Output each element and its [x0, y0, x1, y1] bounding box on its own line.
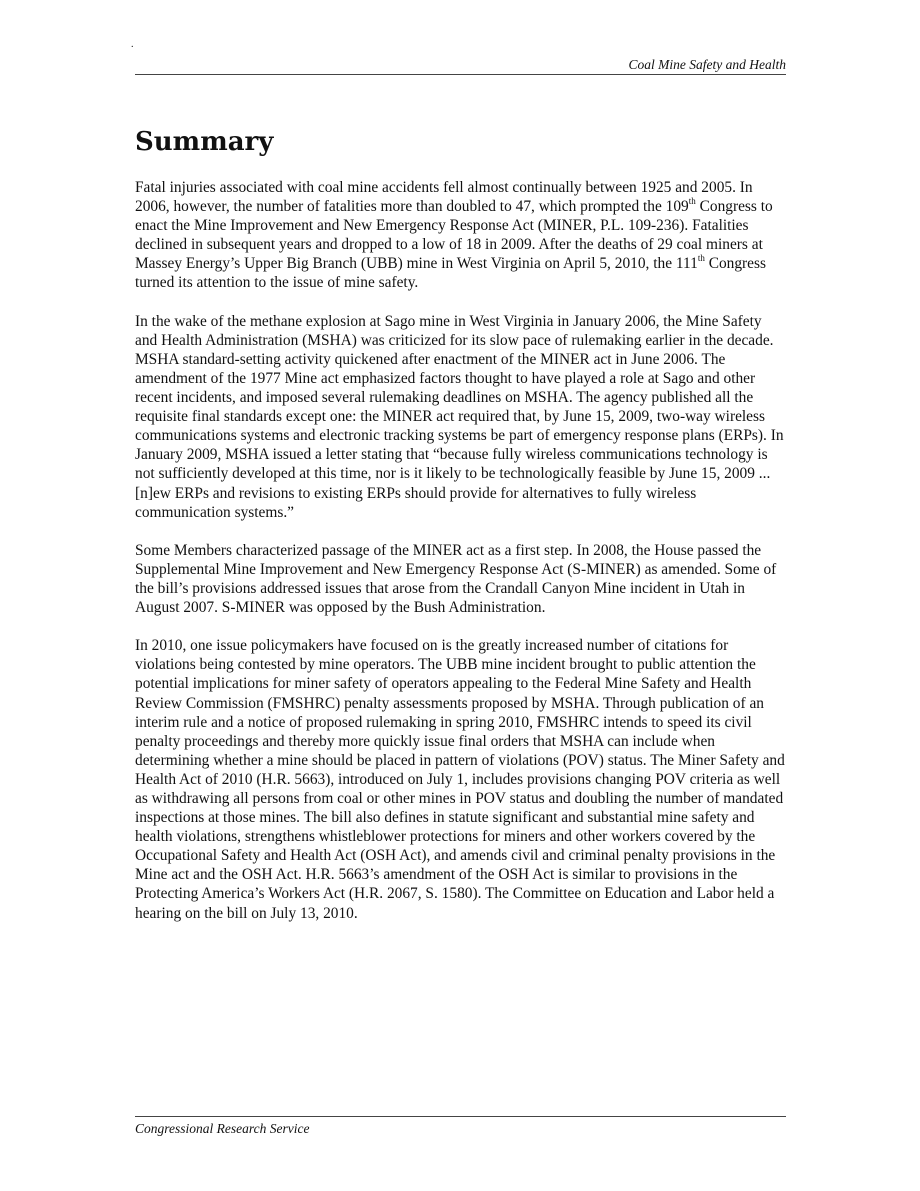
header-mark: .	[131, 39, 134, 50]
paragraph-fatalities-part2: Congress to enact the Mine Improvement and New Emergency Response Act (MINER, P.L. 109-236). Fatalities declined in subsequent years and dropped to a low of 18 in 2009. After the deaths of 29 coal miners at Massey Energy’s Upper Big Branch (UBB) mine in West Virginia on April 5, 2010, the 111	[135, 198, 773, 273]
superscript-th: th	[697, 253, 705, 264]
running-header: Coal Mine Safety and Health	[135, 57, 786, 75]
paragraph-2010-policy: In 2010, one issue policymakers have focused on is the greatly increased number of citations for violations being contested by mine operators. The UBB mine incident brought to public attention the potential implications for miner safety of operators appealing to the Federal Mine Safety and Health Review Commission (FMSHRC) penalty assessments proposed by MSHA. Through publication of an interim rule and a notice of proposed rulemaking in spring 2010, FMSHRC intends to speed its civil penalty proceedings and thereby more quickly issue final orders that MSHA can include when determining whether a mine should be placed in pattern of violations (POV) status. The Miner Safety and Health Act of 2010 (H.R. 5663), introduced on July 1, includes provisions changing POV criteria as well as withdrawing all persons from coal or other mines in POV status and doubling the number of mandated inspections at those mines. The bill also defines in statute significant and substantial mine safety and health violations, strengthens whistleblower protections for miners and other workers covered by the Occupational Safety and Health Act (OSH Act), and amends civil and criminal penalty provisions in the Mine act and the OSH Act. H.R. 5663’s amendment of the OSH Act is similar to provisions in the Protecting America’s Workers Act (H.R. 2067, S. 1580). The Committee on Education and Labor held a hearing on the bill on July 13, 2010.	[135, 637, 785, 922]
paragraph-fatalities	[135, 178, 787, 293]
running-footer: Congressional Research Service	[135, 1116, 786, 1137]
summary-body	[135, 178, 787, 942]
paragraph-s-miner: Some Members characterized passage of the MINER act as a first step. In 2008, the House passed the Supplemental Mine Improvement and New Emergency Response Act (S-MINER) as amended. Some of the bill’s provisions addressed issues that arose from the Crandall Canyon Mine incident in Utah in August 2007. S-MINER was opposed by the Bush Administration.	[135, 541, 777, 617]
paragraph-fatalities-part3: Congress turned its attention to the issue of mine safety.	[135, 255, 766, 292]
paragraph-sago-rulemaking: In the wake of the methane explosion at Sago mine in West Virginia in January 2006, the Mine Safety and Health Administration (MSHA) was criticized for its slow pace of rulemaking earlier in the decade. MSHA standard-setting activity quickened after enactment of the MINER act in June 2006. The amendment of the 1977 Mine act emphasized factors thought to have played a role at Sago and other recent incidents, and imposed several rulemaking deadlines on MSHA. The agency published all the requisite final standards except one: the MINER act required that, by June 15, 2009, two-way wireless communications systems and electronic tracking systems be part of emergency response plans (ERPs). In January 2009, MSHA issued a letter stating that “because fully wireless communications technology is not sufficiently developed at this time, nor is it likely to be technologically feasible by June 15, 2009 ... [n]ew ERPs and revisions to existing ERPs should provide for alternatives to fully wireless communication systems.”	[135, 312, 784, 521]
paragraph-fatalities-part1: Fatal injuries associated with coal mine accidents fell almost continually between 1925 and 2005. In 2006, however, the number of fatalities more than doubled to 47, which prompted the 109	[135, 179, 753, 216]
superscript-th: th	[688, 195, 696, 206]
page-title: Summary	[135, 127, 274, 157]
